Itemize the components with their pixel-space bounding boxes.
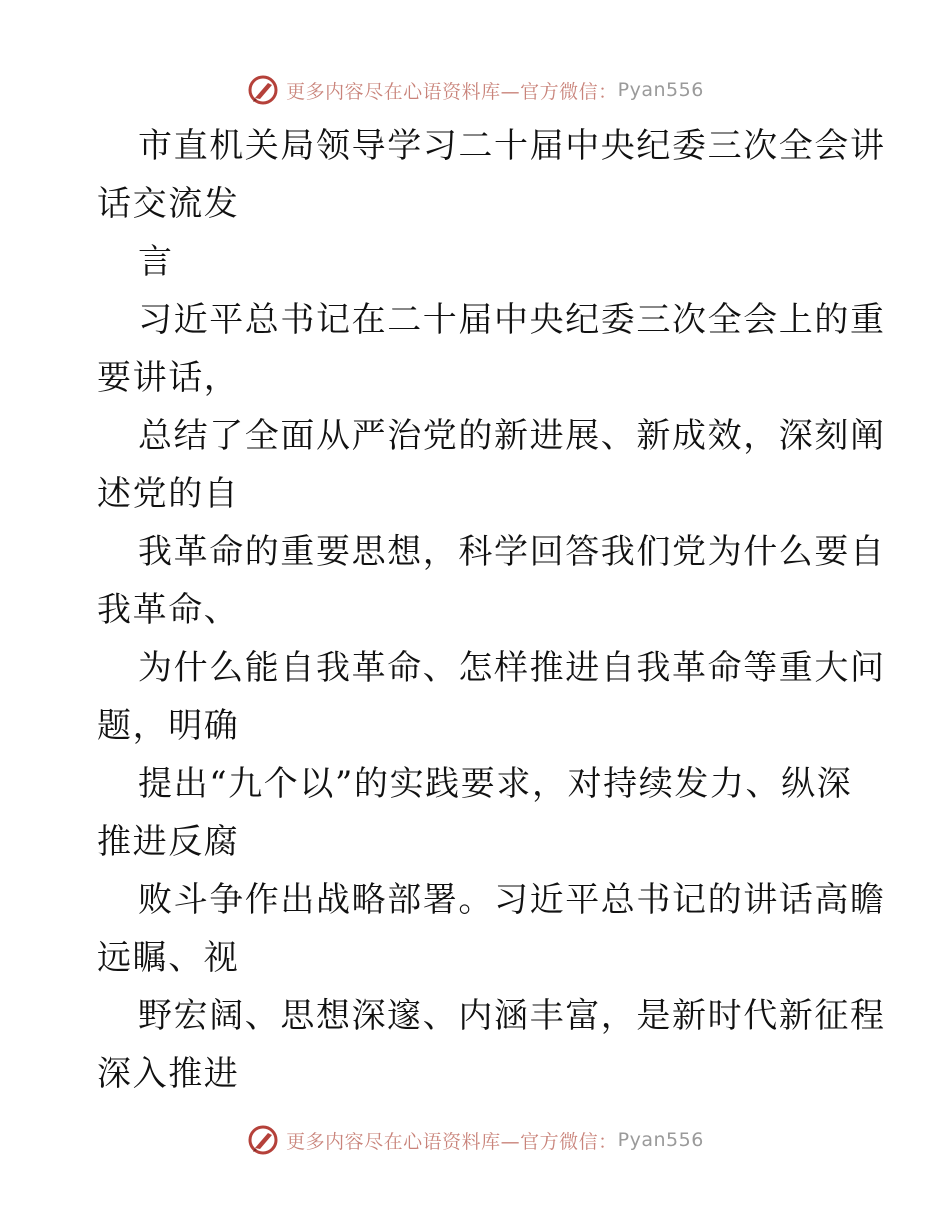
watermark-text: 更多内容尽在心语资料库—官方微信： [286, 80, 618, 103]
text-line: 习近平总书记在二十届中央纪委三次全会上的重 [138, 300, 886, 340]
quill-pen-logo-icon [246, 1123, 280, 1157]
watermark-wechat-id: Pyan556 [617, 79, 704, 101]
header-watermark [0, 70, 950, 110]
quill-pen-logo-icon [246, 73, 280, 107]
watermark-text: 更多内容尽在心语资料库—官方微信： [286, 1130, 618, 1153]
footer-watermark [0, 1120, 950, 1160]
text-line: 远瞩、视 [97, 938, 240, 978]
text-line: 言 [138, 242, 174, 282]
text-line: 话交流发 [97, 184, 240, 224]
document-body [97, 117, 886, 1103]
text-line: 提出“九个以”的实践要求，对持续发力、纵深 [138, 764, 853, 804]
text-line: 为什么能自我革命、怎样推进自我革命等重大问 [138, 648, 886, 688]
text-line: 推进反腐 [97, 822, 240, 862]
text-line: 市直机关局领导学习二十届中央纪委三次全会讲 [138, 126, 886, 166]
watermark-wechat-id: Pyan556 [617, 1129, 704, 1151]
text-line: 我革命、 [97, 590, 240, 630]
text-line: 我革命的重要思想，科学回答我们党为什么要自 [138, 532, 886, 572]
text-line: 要讲话， [97, 358, 240, 398]
text-line: 深入推进 [97, 1054, 240, 1094]
text-line: 题，明确 [97, 706, 240, 746]
text-line: 野宏阔、思想深邃、内涵丰富，是新时代新征程 [138, 996, 886, 1036]
text-line: 述党的自 [97, 474, 240, 514]
text-line: 败斗争作出战略部署。习近平总书记的讲话高瞻 [138, 880, 886, 920]
text-line: 总结了全面从严治党的新进展、新成效，深刻阐 [138, 416, 886, 456]
